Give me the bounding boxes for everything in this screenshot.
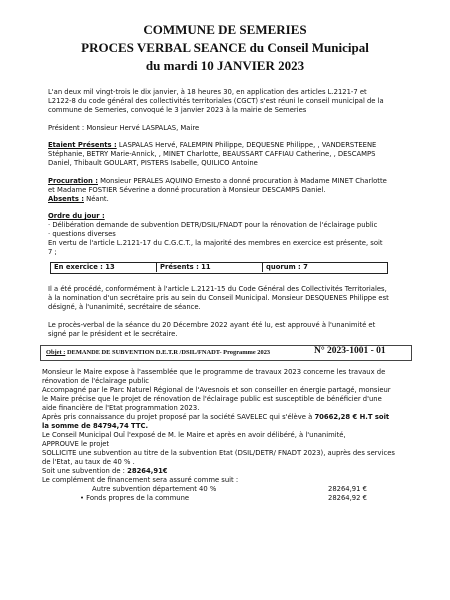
financement-label-2: • Fonds propres de la commune (80, 494, 190, 502)
meeting-date: du mardi 10 JANVIER 2023 (145, 58, 305, 73)
secretaire-line-2: à la nomination d'un secrétaire pris au sein du Conseil Municipal. Monsieur DESQUENES Philippe est (48, 294, 389, 302)
president-line: Président : Monsieur Hervé LASPALAS, Maire (48, 124, 200, 132)
count-en-exercice: En exercice : 13 (54, 263, 115, 271)
commune-title: COMMUNE DE SEMERIES (143, 22, 307, 37)
procuration-text-1: Monsieur PERALES AQUINO Ernesto a donné procuration à Madame MINET Charlotte (97, 177, 387, 185)
financement-label-1: Autre subvention département 40 % (92, 485, 217, 493)
deliberation-number: N° 2023-1001 - 01 (314, 346, 386, 356)
presents-names-1: LASPALAS Hervé, FALEMPIN Philippe, DEQUESNE Philippe, , VANDERSTEENE (116, 141, 377, 149)
quorum-text-2: 7 ; (48, 248, 57, 256)
ordre-item-1: · Délibération demande de subvention DETR/DSIL/FNADT pour la rénovation de l'éclairage public (48, 221, 378, 229)
body-line-3: Accompagné par le Parc Naturel Régional de l'Avesnois et son conseiller en énergie partagé, monsieur (42, 386, 391, 394)
pv-line-1: Le procès-verbal de la séance du 20 Décembre 2022 ayant été lu, est approuvé à l'unanimité et (48, 321, 376, 329)
objet-text: DEMANDE DE SUBVENTION D.E.T.R /DSIL/FNADT- Programme 2023 (65, 349, 271, 356)
counts-divider-1 (156, 262, 157, 272)
presents-line-3: Daniel, Thibault GOULART, PISTERS Isabelle, QUILICO Antoine (48, 159, 258, 167)
objet-label: Objet : (46, 349, 66, 356)
project-amount-ht: 70662,28 € H.T soit (314, 413, 390, 421)
body-line-10: SOLLICITE une subvention au titre de la subvention Etat (DSIL/DETR/ FNADT 2023), auprès des services (42, 449, 395, 457)
intro-line-3: commune de Semeries, convoqué le 3 janvier 2023 à la mairie de Semeries (48, 106, 307, 114)
body-line-6 (42, 413, 389, 422)
body-line-5: aide financière de l'Etat programmation 2023. (42, 404, 200, 412)
procuration-line-1 (48, 177, 387, 186)
body-line-11: de l'Etat, au taux de 40 % . (42, 458, 135, 466)
financement-amount-2: 28264,92 € (328, 494, 367, 502)
secretaire-line-1: Il a été procédé, conformément à l'article L.2121-15 du Code Général des Collectivités Territoriales, (48, 285, 387, 293)
ordre-label: Ordre du jour : (48, 212, 105, 220)
presents-label: Etaient Présents : (48, 141, 117, 149)
body-line-9: APPROUVE le projet (42, 440, 110, 448)
body-line-12-text: Soit une subvention de : (42, 467, 128, 475)
body-line-1: Monsieur le Maire expose à l'assemblée que le programme de travaux 2023 concerne les travaux de (42, 368, 386, 376)
body-line-4: le Maire précise que le projet de rénovation de l'éclairage public est susceptible de bénéficier d'une (42, 395, 382, 403)
procuration-label: Procuration : (48, 177, 98, 185)
intro-line-1: L'an deux mil vingt-trois le dix janvier, à 18 heures 30, en application des articles L.2121-7 et (48, 88, 367, 96)
presents-line-1 (48, 141, 376, 150)
quorum-text-1: En vertu de l'article L.2121-17 du C.G.C.T., la majorité des membres en exercice est présente, soit (48, 239, 383, 247)
absents-line (48, 195, 109, 204)
count-presents: Présents : 11 (160, 263, 211, 271)
presents-line-2: Stéphanie, BETRY Marie-Annick, , MINET Charlotte, BEAUSSART CAFFIAU Catherine, , DESCAMPS (48, 150, 376, 158)
absents-value: Néant. (84, 195, 109, 203)
subvention-amount: 28264,91€ (127, 467, 168, 475)
body-line-13: Le complément de financement sera assuré comme suit : (42, 476, 239, 484)
ordre-item-2: · questions diverses (48, 230, 116, 238)
body-line-2: rénovation de l'éclairage public (42, 377, 150, 385)
count-quorum: quorum : 7 (266, 263, 308, 271)
counts-divider-2 (262, 262, 263, 272)
procuration-line-2: et Madame FOSTIER Séverine a donné procuration à Monsieur DESCAMPS Daniel. (48, 186, 326, 194)
document-title: PROCES VERBAL SEANCE du Conseil Municipal (81, 40, 369, 55)
pv-line-2: signé par le président et le secrétaire. (48, 330, 178, 338)
intro-line-2: L2122-8 du code général des collectivités territoriales (CGCT) s'est réuni le conseil municipal de la (48, 97, 384, 105)
absents-label: Absents : (48, 195, 84, 203)
body-line-12 (42, 467, 168, 476)
financement-amount-1: 28264,91 € (328, 485, 367, 493)
objet-line (46, 349, 270, 356)
project-amount-ttc: la somme de 84794,74 TTC. (42, 422, 149, 430)
secretaire-line-3: désigné, à l'unanimité, secrétaire de séance. (48, 303, 201, 311)
body-line-6-text: Après pris connaissance du projet proposé par la société SAVELEC qui s'élève à (42, 413, 315, 421)
body-line-8: Le Conseil Municipal Ouï l'exposé de M. le Maire et après en avoir délibéré, à l'unanimité, (42, 431, 346, 439)
